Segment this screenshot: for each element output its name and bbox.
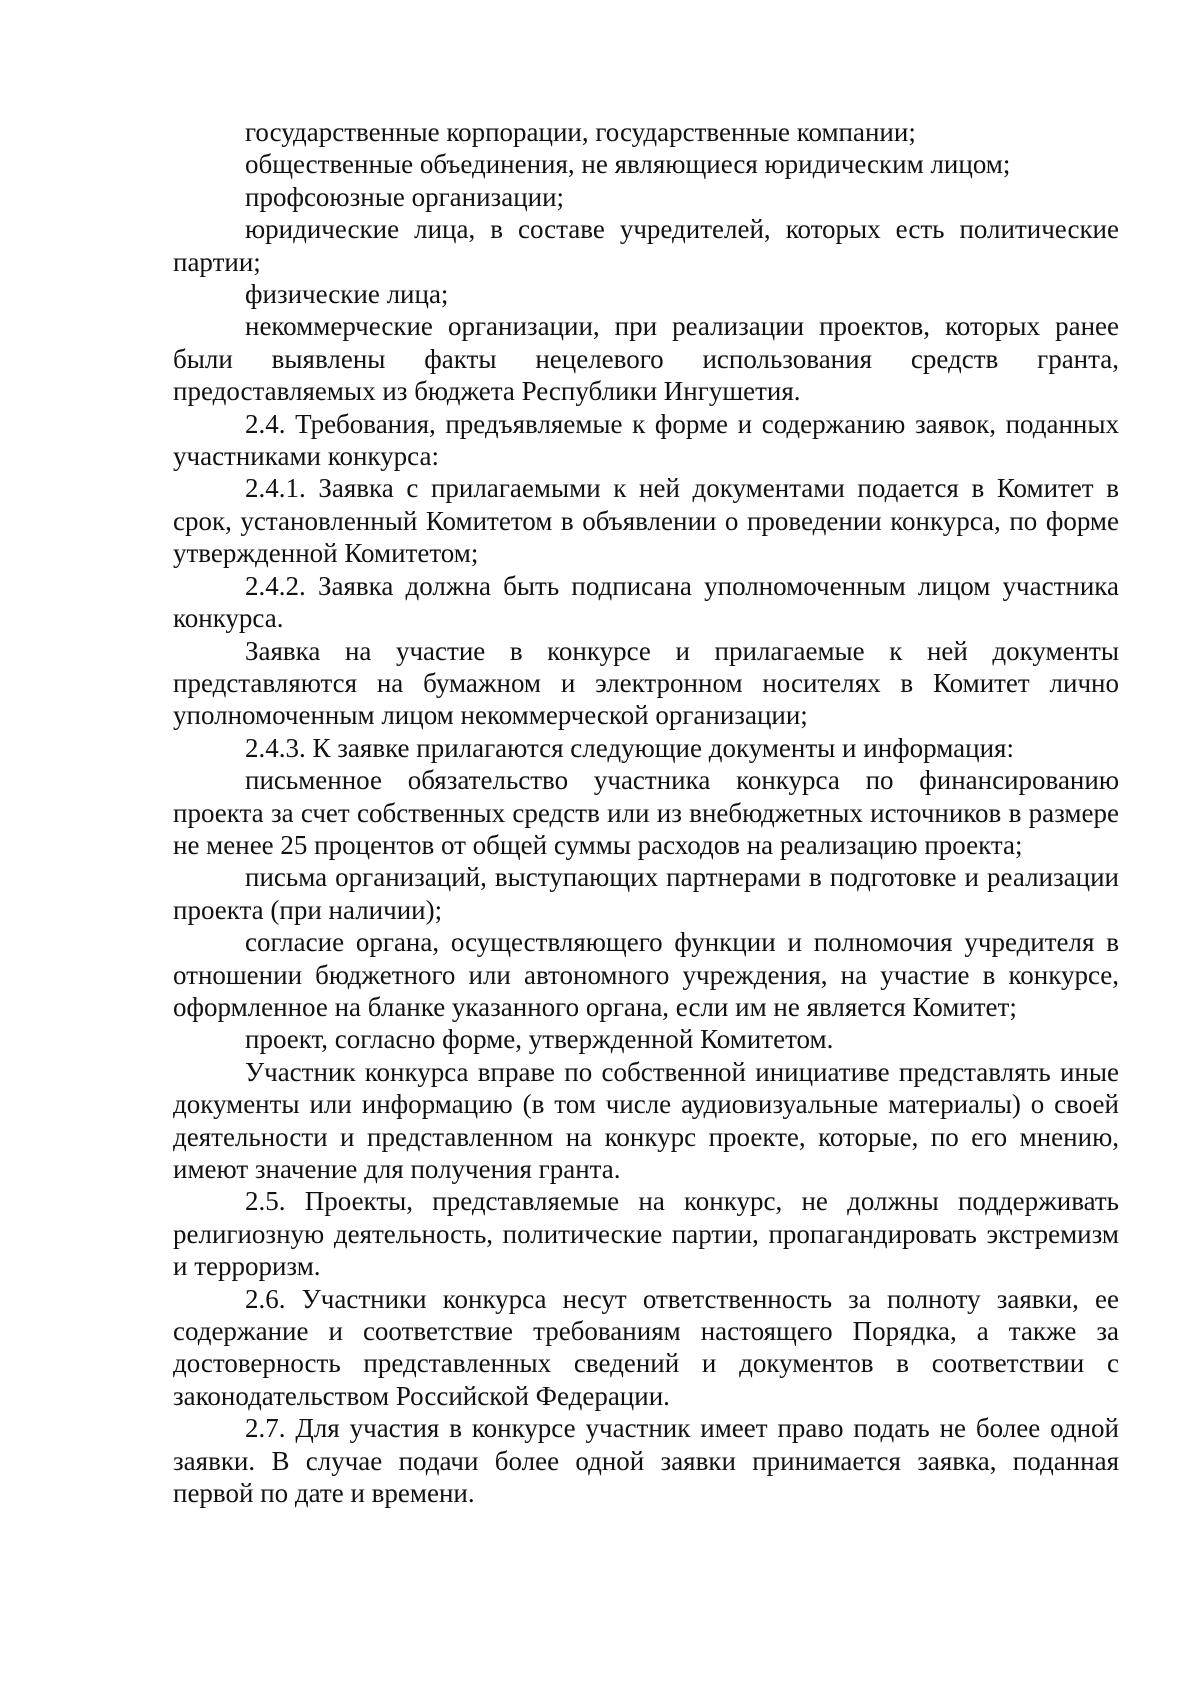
paragraph-section-2-5: 2.5. Проекты, представляемые на конкурс, не должны поддерживать религиозную деятельность, политические партии, пропагандировать экстремизм и терроризм. <box>173 1186 1119 1282</box>
paragraph-partner-letters: письма организаций, выступающих партнерами в подготовке и реализации проекта (при наличии); <box>173 862 1119 925</box>
paragraph-cofinancing-obligation: письменное обязательство участника конкурса по финансированию проекта за счет собственных средств или из внебюджетных источников в размере не менее 25 процентов от общей суммы расходов на реализацию проекта; <box>173 765 1119 860</box>
document-body <box>173 116 1119 1509</box>
paragraph-ineligible-trade-unions: профсоюзные организации; <box>245 181 565 212</box>
paragraph-founder-consent: согласие органа, осуществляющего функции и полномочия учредителя в отношении бюджетного или автономного учреждения, на участие в конкурсе, оформленное на бланке указанного органа, если им не является Комитет; <box>173 927 1119 1022</box>
paragraph-section-2-4-1: 2.4.1. Заявка с прилагаемыми к ней документами подается в Комитет в срок, установленный Комитетом в объявлении о проведении конкурса, по форме утвержденной Комитетом; <box>173 473 1119 569</box>
paragraph-ineligible-public-associations: общественные объединения, не являющиеся юридическим лицом; <box>245 149 1011 180</box>
paragraph-section-2-6: 2.6. Участники конкурса несут ответственность за полноту заявки, ее содержание и соответствие требованиям настоящего Порядка, а также за достоверность представленных сведений и документов в соответствии с законодательством Российской Федерации. <box>173 1283 1119 1411</box>
paragraph-ineligible-state-corporations: государственные корпорации, государственные компании; <box>245 117 916 147</box>
paragraph-application-submission: Заявка на участие в конкурсе и прилагаемые к ней документы представляются на бумажном и электронном носителях в Комитет лично уполномоченным лицом некоммерческой организации; <box>173 635 1119 731</box>
paragraph-ineligible-political-founders: юридические лица, в составе учредителей, которых есть политические партии; <box>173 214 1119 277</box>
paragraph-ineligible-misuse: некоммерческие организации, при реализации проектов, которых ранее были выявлены факты нецелевого использования средств гранта, предоставляемых из бюджета Республики Ингушетия. <box>173 311 1119 407</box>
paragraph-additional-documents: Участник конкурса вправе по собственной инициативе представлять иные документы или информацию (в том числе аудиовизуальные материалы) о своей деятельности и представленном на конкурс проекте, которые, по его мнению, имеют значение для получения гранта. <box>173 1056 1119 1184</box>
paragraph-section-2-4-2: 2.4.2. Заявка должна быть подписана уполномоченным лицом участника конкурса. <box>173 570 1119 634</box>
paragraph-ineligible-individuals: физические лица; <box>245 279 449 310</box>
paragraph-section-2-4: 2.4. Требования, предъявляемые к форме и содержанию заявок, поданных участниками конкурса: <box>173 408 1119 472</box>
paragraph-project-form: проект, согласно форме, утвержденной Комитетом. <box>245 1024 834 1055</box>
paragraph-section-2-4-3: 2.4.3. К заявке прилагаются следующие документы и информация: <box>245 732 1014 763</box>
paragraph-section-2-7: 2.7. Для участия в конкурсе участник имеет право подать не более одной заявки. В случае подачи более одной заявки принимается заявка, поданная первой по дате и времени. <box>173 1413 1119 1509</box>
